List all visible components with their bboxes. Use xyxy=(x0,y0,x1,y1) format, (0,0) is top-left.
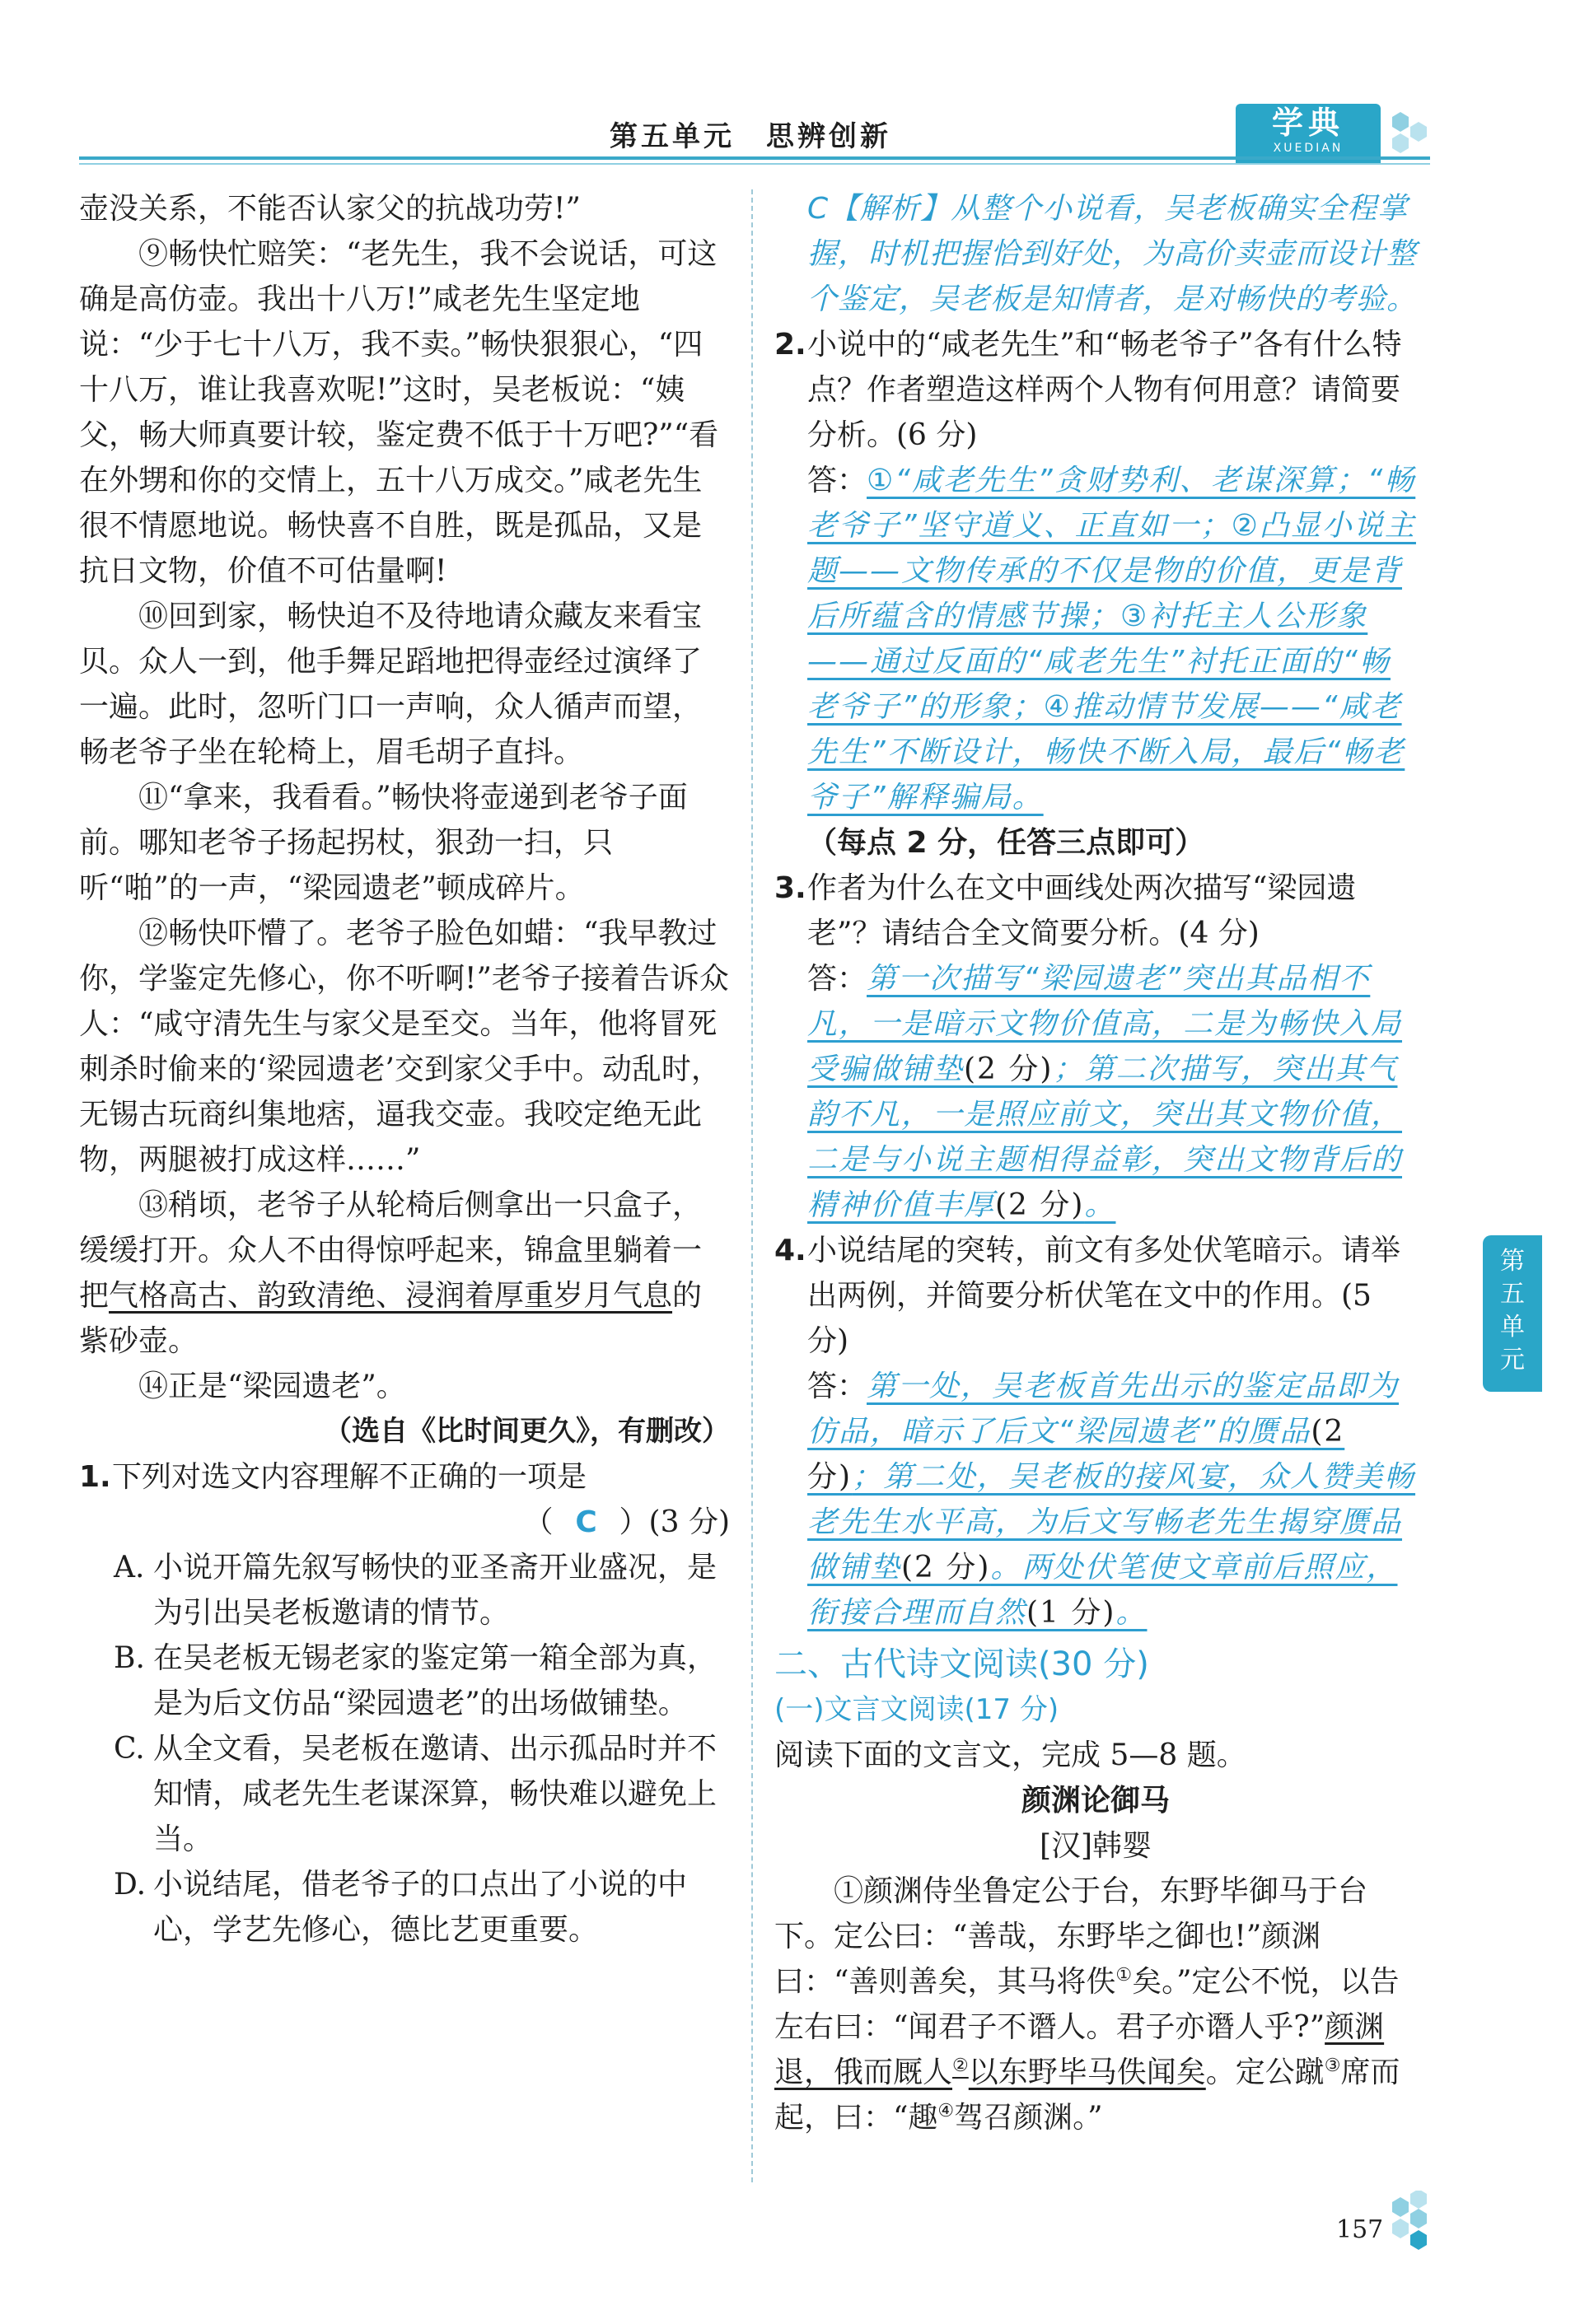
answer-end: 。 xyxy=(1084,1188,1116,1222)
answer-score: (2 分) xyxy=(964,1052,1054,1086)
page-header xyxy=(0,0,1580,165)
side-tab-char: 第 xyxy=(1500,1247,1525,1276)
answer-text: ；第二处，吴老板的接风宴，众人赞美畅老先生水平高，为后文写畅老先生揭穿赝品做铺垫 xyxy=(807,1460,1416,1584)
answer-bracket xyxy=(112,1500,730,1545)
brand-logo xyxy=(1236,104,1381,165)
story-paragraph: ⑪“拿来，我看看。”畅快将壶递到老爷子面前。哪知老爷子扬起拐杖，狠劲一扫，只听“啪”的一声，“梁园遗老”顿成碎片。 xyxy=(79,781,688,905)
p13-text-end: 的紫砂壶。 xyxy=(79,1279,703,1358)
side-tab-char: 元 xyxy=(1500,1346,1525,1374)
question-stem: 小说结尾的突转，前文有多处伏笔暗示。请举出两例，并简要分析伏笔在文中的作用。(5 分) xyxy=(807,1234,1401,1358)
answer-label: 答： xyxy=(807,1370,867,1403)
question-4 xyxy=(774,1228,1417,1636)
question-stem: 作者为什么在文中画线处两次描写“梁园遗老”？请结合全文简要分析。(4 分) xyxy=(807,871,1357,950)
story-paragraph: 壶没关系，不能否认家父的抗战功劳!” xyxy=(79,192,581,226)
question-number: 4. xyxy=(774,1234,806,1267)
option-letter: A. xyxy=(114,1551,145,1584)
unit-title: 第五单元 思辨创新 xyxy=(610,120,891,153)
answer-score: (1 分) xyxy=(1026,1596,1116,1630)
page-number: 157 xyxy=(1336,2215,1384,2244)
hexagon-decoration-icon xyxy=(1384,2191,1458,2273)
classical-text-author: [汉]韩婴 xyxy=(1039,1829,1152,1863)
answer-text: 第一处，吴老板首先出示的鉴定品即为仿品，暗示了后文“梁园遗老”的赝品 xyxy=(807,1370,1400,1449)
answer-score: (2 分) xyxy=(807,1415,1345,1494)
logo-sub-text: XUEDIAN xyxy=(1273,142,1344,155)
footnote-mark: ① xyxy=(1115,1965,1133,1986)
option-letter: B. xyxy=(114,1641,145,1675)
option-text: 小说开篇先叙写畅快的亚圣斋开业盛况，是为引出吴老板邀请的情节。 xyxy=(153,1551,718,1630)
scoring-note: （每点 2 分，任答三点即可） xyxy=(807,826,1205,860)
question-stem: 小说中的“咸老先生”和“畅老爷子”各有什么特点？作者塑造这样两个人物有何用意？请简要分析。(6 分) xyxy=(807,328,1402,452)
option-a xyxy=(79,1545,730,1636)
story-paragraph xyxy=(79,1183,730,1364)
side-tab-char: 单 xyxy=(1500,1313,1525,1342)
answer-score: (2 分) xyxy=(995,1188,1085,1222)
answer-choice: C xyxy=(575,1505,597,1539)
answer-end: 。 xyxy=(1115,1596,1148,1630)
underlined-sentence: 以东野毕马佚闻矣 xyxy=(968,2056,1206,2089)
option-text: 从全文看，吴老板在邀请、出示孤品时并不知情，咸老先生老谋深算，畅快难以避免上当。 xyxy=(153,1732,718,1856)
question-1 xyxy=(79,1454,730,1545)
left-column xyxy=(79,186,730,1953)
answer-text: ①“咸老先生”贪财势利、老谋深算；“畅老爷子”坚守道义、正直如一；②凸显小说主题——文物传承的不仅是物的价值，更是背后所蕴含的情感节操；③衬托主人公形象——通过反面的“咸老先生”衬托正面的“畅老爷子”的形象；④推动情节发展——“咸老先生”不断设计，畅快不断入局，最后“畅老爷子”解释骗局。 xyxy=(807,464,1416,814)
underlined-sentence: 颜渊退，俄而厩人 xyxy=(774,2010,1385,2089)
story-paragraph: ⑩回到家，畅快迫不及待地请众藏友来看宝贝。众人一到，他手舞足蹈地把得壶经过演绎了一遍。此时，忽听门口一声响，众人循声而望，畅老爷子坐在轮椅上，眉毛胡子直抖。 xyxy=(79,600,703,769)
right-column xyxy=(774,186,1417,2140)
section-2-heading: 二、古代诗文阅读(30 分) xyxy=(774,1645,1149,1683)
column-divider xyxy=(751,189,753,2182)
classical-text: 。定公蹴 xyxy=(1205,2056,1325,2089)
option-b xyxy=(79,1636,730,1726)
classical-text: 驾召颜渊。” xyxy=(954,2101,1103,2135)
underlined-description-1: 气格高古、韵致清绝、浸润着厚重岁月气息 xyxy=(109,1279,673,1313)
question-number: 3. xyxy=(774,871,806,905)
answer-text: 第一次描写“梁园遗老”突出其品相不凡，一是暗示文物价值高，二是为畅快入局受骗做铺垫 xyxy=(807,962,1403,1086)
classical-text: ①颜渊侍坐鲁定公于台，东野毕御马于台下。定公曰：“善哉，东野毕之御也!”颜渊曰：“善则善矣，其马将佚 xyxy=(774,1874,1368,1999)
answer-block xyxy=(807,458,1417,866)
option-text: 在吴老板无锡老家的鉴定第一箱全部为真，是为后文仿品“梁园遗老”的出场做铺垫。 xyxy=(153,1641,718,1720)
q1-analysis: C【解析】从整个小说看，吴老板确实全程掌握，时机把握恰到好处，为高价卖壶而设计整个鉴定，吴老板是知情者，是对畅快的考验。 xyxy=(807,192,1418,316)
option-d xyxy=(79,1862,730,1953)
option-text: 小说结尾，借老爷子的口点出了小说的中心，学艺先修心，德比艺更重要。 xyxy=(153,1868,688,1947)
option-c xyxy=(79,1726,730,1862)
answer-text: 。两处伏笔使文章前后照应，衔接合理而自然 xyxy=(807,1551,1398,1630)
story-paragraph: ⑭正是“梁园遗老”。 xyxy=(138,1370,406,1403)
answer-text: ；第二次描写，突出其气韵不凡，一是照应前文，突出其文物价值，二是与小说主题相得益彰，突出文物背后的精神价值丰厚 xyxy=(807,1052,1403,1222)
question-stem: 下列对选文内容理解不正确的一项是 xyxy=(112,1460,587,1494)
classical-text: 矣。”定公不悦，以告左右曰：“闻君子不谮人。君子亦谮人乎?” xyxy=(774,1965,1400,2044)
logo-main-text: 学典 xyxy=(1271,104,1344,141)
paren-open: （ xyxy=(523,1505,554,1539)
story-paragraph: ⑨畅快忙赔笑：“老先生，我不会说话，可这确是高仿壶。我出十八万!”咸老先生坚定地说：“少于七十八万，我不卖。”畅快狠狠心，“四十八万，谁让我喜欢呢!”这时，吴老板说：“姨父，畅大师真要计较，鉴定费不低于十万吧?”“看在外甥和你的交情上，五十八万成交。”咸老先生很不情愿地说。畅快喜不自胜，既是孤品，又是抗日文物，价值不可估量啊! xyxy=(79,237,719,588)
story-paragraph: ⑫畅快吓懵了。老爷子脸色如蜡：“我早教过你，学鉴定先修心，你不听啊!”老爷子接着告诉众人：“咸守清先生与家父是至交。当年，他将冒死刺杀时偷来的‘梁园遗老’交到家父手中。动乱时，无锡古玩商纠集地痞，逼我交壶。我咬定绝无此物，两腿被打成这样……” xyxy=(79,917,729,1177)
side-tab-char: 五 xyxy=(1500,1280,1525,1309)
subsection-heading: (一)文言文阅读(17 分) xyxy=(774,1693,1059,1726)
classical-text-paragraph xyxy=(774,1869,1417,2140)
answer-label: 答： xyxy=(807,464,867,497)
question-2 xyxy=(774,322,1417,866)
p13-text: ⑬稍顷，老爷子从轮椅后侧拿出一只盒子，缓缓打开。众人不由得惊呼起来，锦盒里躺着一把 xyxy=(79,1188,703,1313)
header-rule xyxy=(79,156,1430,160)
footnote-mark: ② xyxy=(952,2056,969,2076)
answer-block xyxy=(807,1364,1417,1636)
classical-text: 席而起，曰：“趣 xyxy=(774,2056,1400,2135)
header-rule-thin xyxy=(79,163,1430,165)
reading-instruction: 阅读下面的文言文，完成 5—8 题。 xyxy=(774,1738,1246,1772)
paren-close-score: ）(3 分) xyxy=(619,1505,730,1539)
option-letter: D. xyxy=(114,1868,147,1902)
question-number: 2. xyxy=(774,328,806,362)
unit-side-tab xyxy=(1483,1235,1542,1392)
source-citation: （选自《比时间更久》，有删改） xyxy=(324,1415,730,1448)
footnote-mark: ③ xyxy=(1324,2056,1341,2076)
answer-block xyxy=(807,956,1417,1228)
footnote-mark: ④ xyxy=(937,2101,955,2121)
question-3 xyxy=(774,866,1417,1228)
question-number: 1. xyxy=(79,1460,111,1494)
answer-label: 答： xyxy=(807,962,867,996)
option-letter: C. xyxy=(114,1732,145,1766)
classical-text-title: 颜渊论御马 xyxy=(1021,1784,1170,1818)
answer-score: (2 分) xyxy=(901,1551,991,1584)
